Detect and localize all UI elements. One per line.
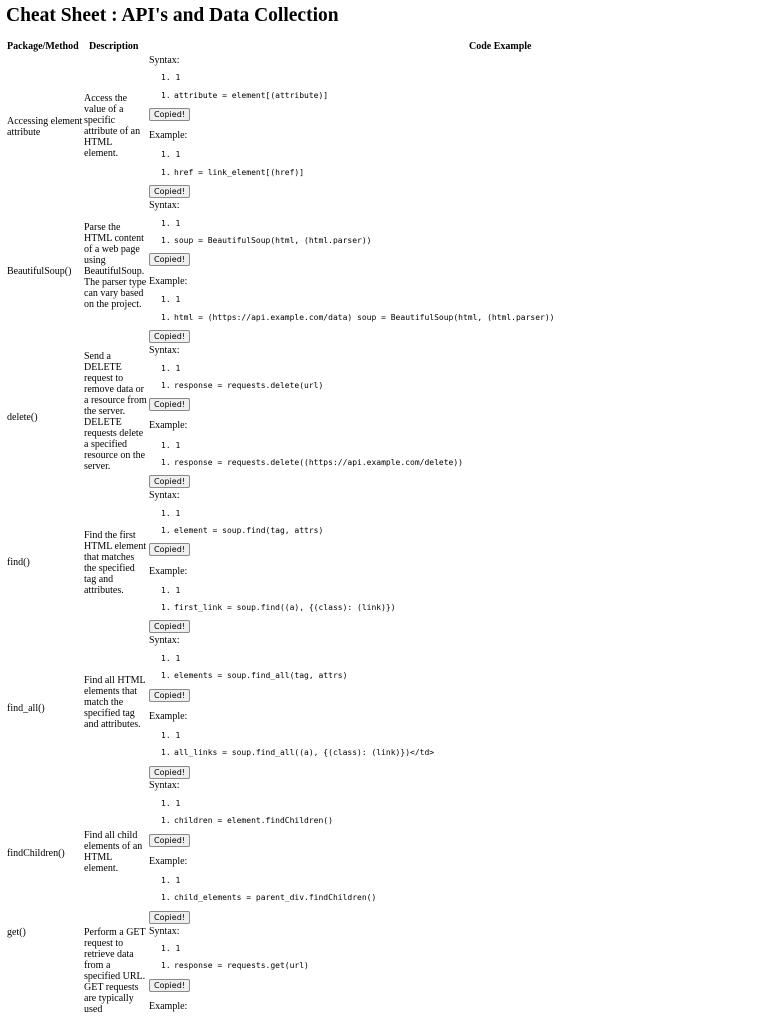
method-name: findChildren(): [7, 848, 65, 859]
method-description: Send a DELETE request to remove data or a resource from the server. DELETE requests delete a specified resource on the server.: [84, 351, 147, 472]
example-label: Example:: [149, 566, 188, 577]
copy-button[interactable]: Copied!: [149, 108, 190, 121]
syntax-code: 1. response = requests.get(url): [161, 961, 309, 970]
line-count: 1. 1: [161, 150, 181, 159]
column-header-method: Package/Method: [7, 41, 79, 52]
method-name: find(): [7, 557, 30, 568]
method-description: Find the first HTML element that matches the specified tag and attributes.: [84, 530, 147, 596]
method-description: Perform a GET request to retrieve data from a specified URL. GET requests are typically used: [84, 927, 146, 1015]
column-header-description: Description: [89, 41, 139, 52]
method-description: Access the value of a specific attribute of an HTML element.: [84, 93, 141, 159]
copy-button[interactable]: Copied!: [149, 979, 190, 992]
copy-button[interactable]: Copied!: [149, 330, 190, 343]
method-description: Find all child elements of an HTML element.: [84, 830, 143, 874]
line-count: 1. 1: [161, 799, 181, 808]
method-name: delete(): [7, 412, 38, 423]
line-count: 1. 1: [161, 876, 181, 885]
example-label: Example:: [149, 130, 188, 141]
example-code: 1. child_elements = parent_div.findChildren(): [161, 893, 377, 902]
line-count: 1. 1: [161, 295, 181, 304]
copy-button[interactable]: Copied!: [149, 834, 190, 847]
copy-button[interactable]: Copied!: [149, 620, 190, 633]
example-code: 1. html = (https://api.example.com/data) soup = BeautifulSoup(html, (html.parser)): [161, 313, 555, 322]
copy-button[interactable]: Copied!: [149, 689, 190, 702]
copy-button[interactable]: Copied!: [149, 185, 190, 198]
copy-button[interactable]: Copied!: [149, 398, 190, 411]
syntax-code: 1. children = element.findChildren(): [161, 816, 333, 825]
example-code: 1. all_links = soup.find_all((a), {(class): (link)})</td>: [161, 748, 435, 757]
example-label: Example:: [149, 276, 188, 287]
method-description: Parse the HTML content of a web page using BeautifulSoup. The parser type can vary based on the project.: [84, 222, 147, 310]
syntax-code: 1. elements = soup.find_all(tag, attrs): [161, 671, 348, 680]
line-count: 1. 1: [161, 73, 181, 82]
copy-button[interactable]: Copied!: [149, 543, 190, 556]
example-code: 1. first_link = soup.find((a), {(class): (link)}): [161, 603, 396, 612]
line-count: 1. 1: [161, 586, 181, 595]
syntax-label: Syntax:: [149, 635, 180, 646]
line-count: 1. 1: [161, 364, 181, 373]
line-count: 1. 1: [161, 219, 181, 228]
line-count: 1. 1: [161, 509, 181, 518]
copy-button[interactable]: Copied!: [149, 766, 190, 779]
method-description: Find all HTML elements that match the specified tag and attributes.: [84, 675, 146, 730]
copy-button[interactable]: Copied!: [149, 911, 190, 924]
syntax-code: 1. element = soup.find(tag, attrs): [161, 526, 324, 535]
line-count: 1. 1: [161, 944, 181, 953]
example-label: Example:: [149, 856, 188, 867]
copy-button[interactable]: Copied!: [149, 253, 190, 266]
syntax-code: 1. response = requests.delete(url): [161, 381, 324, 390]
column-header-code-example: Code Example: [469, 41, 532, 52]
syntax-label: Syntax:: [149, 490, 180, 501]
method-name: BeautifulSoup(): [7, 266, 72, 277]
line-count: 1. 1: [161, 731, 181, 740]
syntax-label: Syntax:: [149, 780, 180, 791]
example-code: 1. response = requests.delete((https://api.example.com/delete)): [161, 458, 463, 467]
method-name: get(): [7, 927, 26, 938]
page-title: Cheat Sheet : API's and Data Collection: [6, 5, 339, 26]
syntax-label: Syntax:: [149, 55, 180, 66]
syntax-code: 1. soup = BeautifulSoup(html, (html.parser)): [161, 236, 372, 245]
example-label: Example:: [149, 711, 188, 722]
example-label: Example:: [149, 1001, 188, 1012]
example-code: 1. href = link_element[(href)]: [161, 168, 305, 177]
method-name: Accessing element attribute: [7, 116, 83, 138]
syntax-label: Syntax:: [149, 345, 180, 356]
syntax-label: Syntax:: [149, 200, 180, 211]
syntax-label: Syntax:: [149, 926, 180, 937]
line-count: 1. 1: [161, 654, 181, 663]
method-name: find_all(): [7, 703, 45, 714]
example-label: Example:: [149, 420, 188, 431]
line-count: 1. 1: [161, 441, 181, 450]
syntax-code: 1. attribute = element[(attribute)]: [161, 91, 329, 100]
copy-button[interactable]: Copied!: [149, 475, 190, 488]
